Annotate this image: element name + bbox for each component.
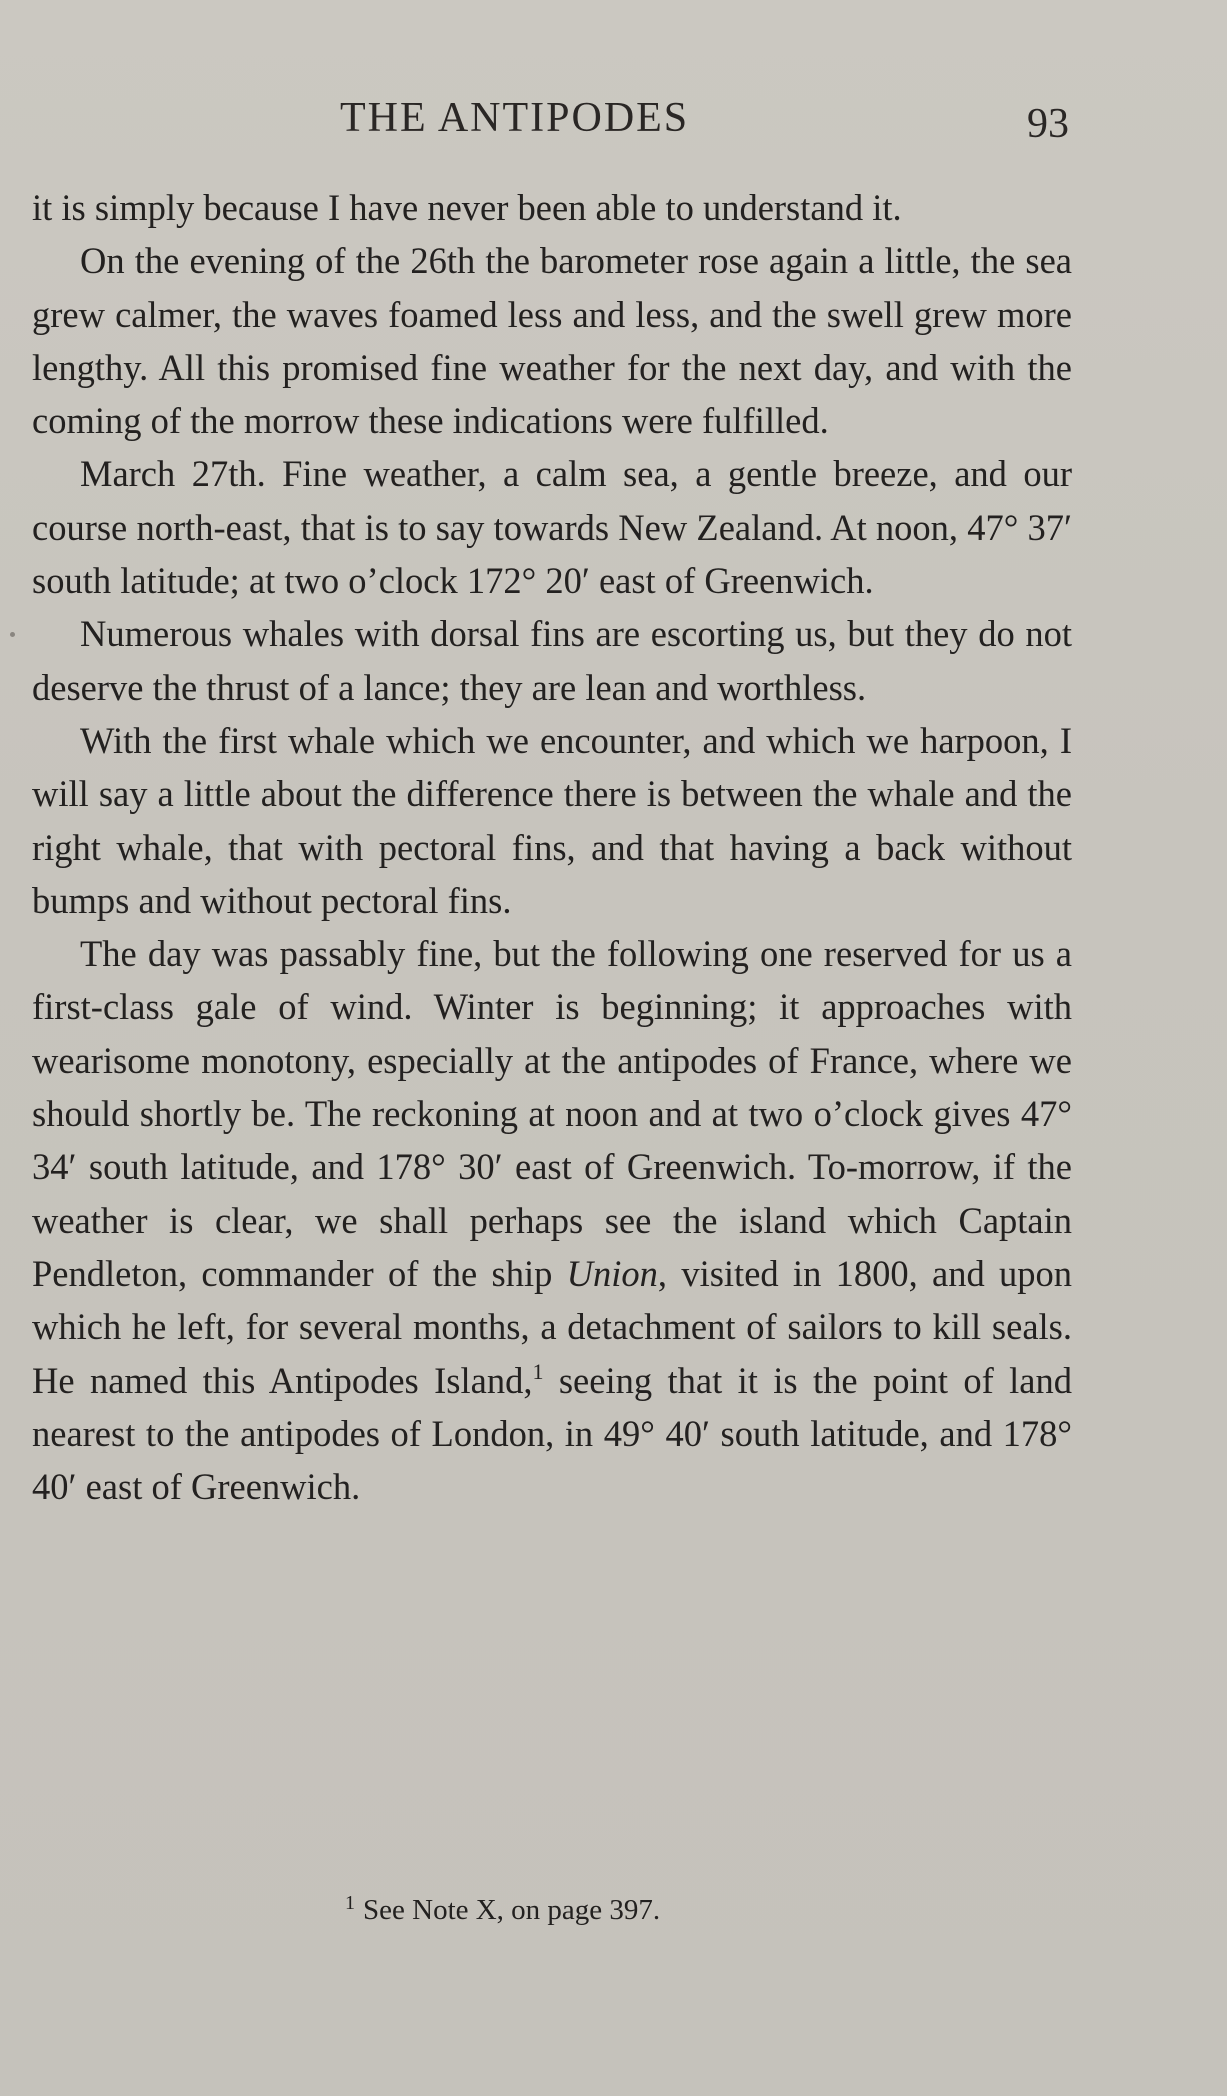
paragraph-6-text-b: , visited in 1800, and upon which he left, for several months, a detachment of sailors to kill seals. He named this Antipodes Island, — [32, 1252, 1072, 1401]
running-title: THE ANTIPODES — [340, 95, 690, 141]
paragraph-1: it is simply because I have never been able to understand it. — [32, 187, 902, 228]
running-head — [0, 92, 1227, 152]
paragraph-4: Numerous whales with dorsal fins are escorting us, but they do not deserve the thrust of a lance; they are lean and worthless. — [32, 613, 1072, 708]
ship-name: Union — [566, 1252, 658, 1294]
paragraph-3: March 27th. Fine weather, a calm sea, a gentle breeze, and our course north-east, that is to say towards New Zealand. At noon, 47° 37′ south latitude; at two o’clock 172° 20′ east of Greenwich. — [32, 453, 1072, 602]
paragraph-2: On the evening of the 26th the barometer rose again a little, the sea grew calmer, the waves foamed less and less, and the swell grew more lengthy. All this promised fine weather for the next day, and with the coming of the morrow these indications were fulfilled. — [32, 240, 1072, 442]
footnote — [345, 1890, 660, 1930]
footnote-number: 1 — [345, 1892, 355, 1914]
page-number: 93 — [1027, 101, 1069, 147]
margin-mark — [10, 632, 15, 637]
body-text — [32, 181, 1072, 1513]
paragraph-6 — [32, 927, 1072, 1513]
paragraph-6-text-a: The day was passably fine, but the following one reserved for us a first-class gale of wind. Winter is beginning; it approaches with wearisome monotony, especially at the antipodes of France, where we should shortly be. The reckoning at noon and at two o’clock gives 47° 34′ south latitude, and 178° 30′ east of Greenwich. To-morrow, if the weather is clear, we shall perhaps see the island which Captain Pendleton, commander of the ship — [32, 933, 1072, 1294]
footnote-text: See Note X, on page 397. — [363, 1894, 661, 1926]
paragraph-6-text-c: seeing that it is the point of land nearest to the antipodes of London, in 49° 40′ south latitude, and 178° 40′ east of Greenwich. — [32, 1359, 1072, 1508]
footnote-reference[interactable]: 1 — [532, 1358, 544, 1384]
paragraph-5: With the first whale which we encounter, and which we harpoon, I will say a little about the difference there is between the whale and the right whale, that with pectoral fins, and that having a back without bumps and without pectoral fins. — [32, 719, 1072, 921]
